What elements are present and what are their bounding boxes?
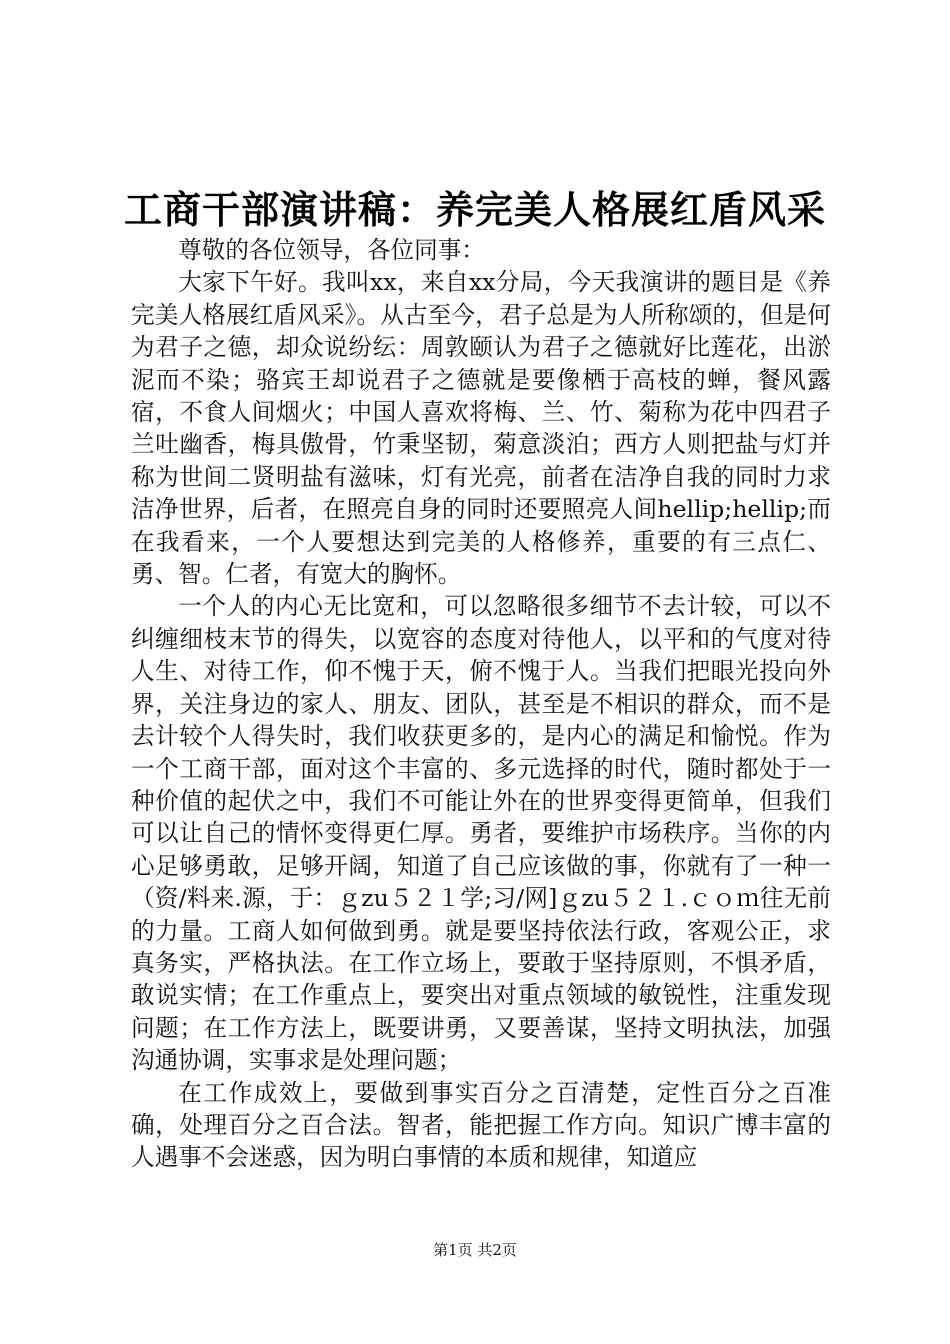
document-title: 工商干部演讲稿：养完美人格展红盾风采 <box>123 188 826 232</box>
document-body <box>131 234 831 1174</box>
body-paragraph: 大家下午好。我叫xx，来自xx分局，今天我演讲的题目是《养完美人格展红盾风采》。从古至今，君子总是为人所称颂的，但是何为君子之德，却众说纷纭：周敦颐认为君子之德就好比莲花，出淤泥而不染；骆宾王却说君子之德就是要像栖于高枝的蝉，餐风露宿，不食人间烟火；中国人喜欢将梅、兰、竹、菊称为花中四君子兰吐幽香，梅具傲骨，竹秉坚韧，菊意淡泊；西方人则把盐与灯并称为世间二贤明盐有滋味，灯有光亮，前者在洁净自我的同时力求洁净世界，后者，在照亮自身的同时还要照亮人间hellip;hellip;而在我看来，一个人要想达到完美的人格修养，重要的有三点仁、勇、智。仁者，有宽大的胸怀。 <box>131 268 831 589</box>
body-paragraph: 一个人的内心无比宽和，可以忽略很多细节不去计较，可以不纠缠细枝末节的得失，以宽容的态度对待他人，以平和的气度对待人生、对待工作，仰不愧于天，俯不愧于人。当我们把眼光投向外界，关注身边的家人、朋友、团队，甚至是不相识的群众，而不是去计较个人得失时，我们收获更多的，是内心的满足和愉悦。作为一个工商干部，面对这个丰富的、多元选择的时代，随时都处于一种价值的起伏之中，我们不可能让外在的世界变得更简单，但我们可以让自己的情怀变得更仁厚。勇者，要维护市场秩序。当你的内心足够勇敢，足够开阔，知道了自己应该做的事，你就有了一种一（资/料来.源，于：ｇzu５２１学;习/网]ｇzu５２１.ｃｏｍ往无前的力量。工商人如何做到勇。就是要坚持依法行政，客观公正，求真务实，严格执法。在工作立场上，要敢于坚持原则，不惧矛盾，敢说实情；在工作重点上，要突出对重点领域的敏锐性，注重发现问题；在工作方法上，既要讲勇，又要善谋，坚持文明执法，加强沟通协调，实事求是处理问题； <box>131 592 831 1075</box>
page-number-footer: 第1页 共2页 <box>433 1241 517 1259</box>
salutation-paragraph: 尊敬的各位领导，各位同事： <box>178 236 485 264</box>
body-paragraph: 在工作成效上，要做到事实百分之百清楚，定性百分之百准确，处理百分之百合法。智者，能把握工作方向。知识广博丰富的人遇事不会迷惑，因为明白事情的本质和规律，知道应 <box>131 1078 831 1172</box>
